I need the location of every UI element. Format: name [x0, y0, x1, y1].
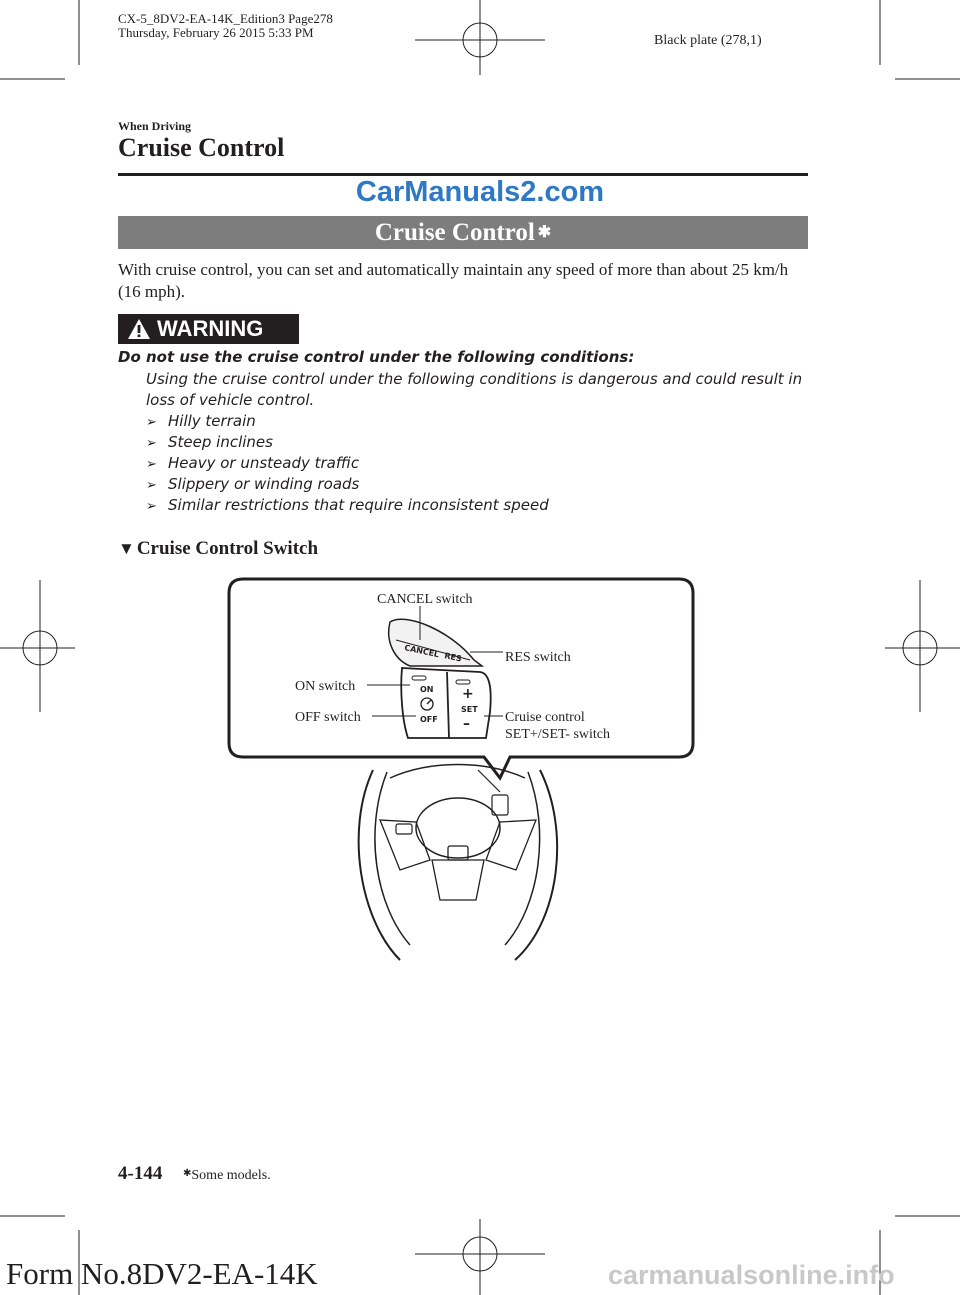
band-mark: ✱ [537, 224, 552, 241]
list-item-text: Heavy or unsteady traffic [168, 454, 360, 472]
switch-body [401, 668, 490, 738]
form-number: Form No.8DV2-EA-14K [6, 1256, 318, 1291]
footnote [183, 1168, 271, 1184]
cancel-button-text: CANCEL [403, 643, 440, 660]
print-header-plate: Black plate (278,1) [654, 33, 762, 48]
off-button-text: OFF [420, 715, 438, 724]
arrow-bullet-icon: ➢ [146, 478, 157, 493]
print-header-file: CX-5_8DV2-EA-14K_Edition3 Page278 [118, 11, 333, 26]
watermark-top: CarManuals2.com [355, 176, 605, 208]
warning-badge-text: WARNING [157, 316, 264, 341]
band-title: Cruise Control [374, 219, 535, 246]
warning-body: Using the cruise control under the following conditions is dangerous and could result in loss of vehicle control. [146, 370, 803, 409]
arrow-bullet-icon: ➢ [146, 499, 157, 514]
on-switch-label: ON switch [295, 679, 356, 694]
triangle-marker-icon: ▼ [118, 539, 135, 558]
minus-button-text: – [463, 716, 470, 732]
cancel-switch-label: CANCEL switch [377, 592, 473, 607]
on-button-text: ON [420, 685, 434, 694]
page-number: 4-144 [118, 1163, 163, 1184]
res-switch-label: RES switch [505, 650, 571, 665]
list-item-text: Hilly terrain [168, 412, 256, 430]
off-switch-label: OFF switch [295, 710, 361, 725]
intro-text: With cruise control, you can set and automatically maintain any speed of more than about 25 km/h (16 mph). [118, 260, 789, 301]
page-title: Cruise Control [118, 133, 285, 162]
list-item-text: Steep inclines [168, 433, 273, 451]
section-label: When Driving [118, 119, 192, 133]
plus-button-text: + [462, 686, 474, 702]
list-item-text: Similar restrictions that require inconsistent speed [168, 496, 549, 514]
warning-heading: Do not use the cruise control under the following conditions: [118, 348, 635, 366]
res-button-text: RES [443, 651, 463, 664]
set-switch-label-line1: Cruise control [505, 710, 585, 725]
print-header-date: Thursday, February 26 2015 5:33 PM [118, 25, 314, 40]
watermark-bottom: carmanualsonline.info [608, 1260, 895, 1290]
set-button-text: SET [461, 705, 478, 714]
arrow-bullet-icon: ➢ [146, 436, 157, 451]
footnote-text: Some models. [191, 1168, 271, 1183]
subsection-title: Cruise Control Switch [136, 538, 319, 559]
arrow-bullet-icon: ➢ [146, 457, 157, 472]
arrow-bullet-icon: ➢ [146, 415, 157, 430]
list-item-text: Slippery or winding roads [168, 475, 360, 493]
footnote-mark: ✱ [183, 1168, 192, 1179]
steering-wheel-icon [359, 765, 558, 961]
set-switch-label-line2: SET+/SET- switch [505, 727, 610, 742]
